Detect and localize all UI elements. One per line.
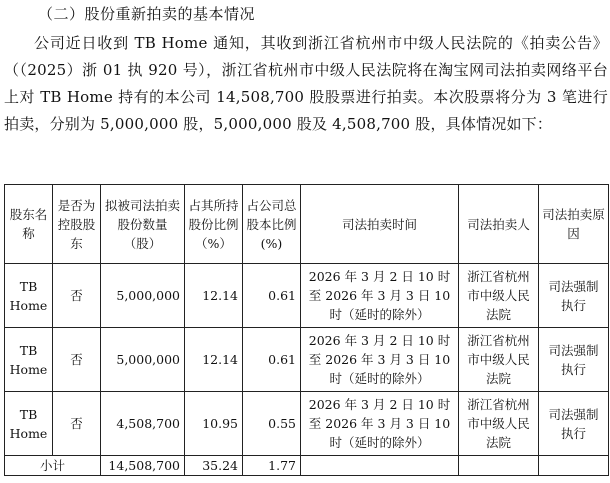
total-shares: 14,508,700 (101, 456, 185, 476)
header-time: 司法拍卖时间 (301, 185, 459, 264)
header-auctioneer: 司法拍卖人 (459, 185, 539, 264)
total-empty-time (301, 456, 459, 476)
cell-holder: TB Home (5, 392, 53, 456)
cell-holder: TB Home (5, 264, 53, 328)
cell-shares: 5,000,000 (101, 328, 185, 392)
intro-paragraph: 公司近日收到 TB Home 通知，其收到浙江省杭州市中级人民法院的《拍卖公告》（（2025）浙 01 执 920 号），浙江省杭州市中级人民法院将在淘宝网司法拍卖网络平台上对 TB Home 持有的本公司 14,508,700 股股票进行拍卖。本次股票将分为 3 笔进行拍卖，分别为 5,000,000 股，5,000,000 股及 4,508,700 股，具体情况如下： (4, 34, 608, 133)
cell-pct-held: 10.95 (185, 392, 243, 456)
cell-pct-held: 12.14 (185, 264, 243, 328)
cell-reason: 司法强制执行 (539, 264, 609, 328)
auction-table (4, 184, 609, 476)
cell-auctioneer: 浙江省杭州市中级人民法院 (459, 264, 539, 328)
cell-reason: 司法强制执行 (539, 392, 609, 456)
cell-pct-held: 12.14 (185, 328, 243, 392)
header-pct-total: 占公司总股本比例(%) (243, 185, 301, 264)
cell-auctioneer: 浙江省杭州市中级人民法院 (459, 392, 539, 456)
total-pct-total: 1.77 (243, 456, 301, 476)
cell-controlling: 否 (53, 264, 101, 328)
header-controlling: 是否为控股股东 (53, 185, 101, 264)
cell-pct-total: 0.61 (243, 264, 301, 328)
cell-pct-total: 0.55 (243, 392, 301, 456)
header-holder: 股东名称 (5, 185, 53, 264)
total-empty-reason (539, 456, 609, 476)
cell-shares: 5,000,000 (101, 264, 185, 328)
cell-time: 2026 年 3 月 2 日 10 时至 2026 年 3 月 3 日 10 时（延时的除外） (301, 264, 459, 328)
cell-time: 2026 年 3 月 2 日 10 时至 2026 年 3 月 3 日 10 时（延时的除外） (301, 392, 459, 456)
table-row (5, 264, 609, 328)
table-row (5, 328, 609, 392)
cell-time: 2026 年 3 月 2 日 10 时至 2026 年 3 月 3 日 10 时（延时的除外） (301, 328, 459, 392)
table-header-row (5, 185, 609, 264)
section-heading: （二）股份重新拍卖的基本情况 (38, 5, 256, 23)
cell-reason: 司法强制执行 (539, 328, 609, 392)
cell-holder: TB Home (5, 328, 53, 392)
cell-pct-total: 0.61 (243, 328, 301, 392)
header-pct-held: 占其所持股份比例（%） (185, 185, 243, 264)
cell-controlling: 否 (53, 328, 101, 392)
table-total-row (5, 456, 609, 476)
table-row (5, 392, 609, 456)
total-label: 小计 (5, 456, 101, 476)
cell-shares: 4,508,700 (101, 392, 185, 456)
total-empty-auctioneer (459, 456, 539, 476)
header-shares: 拟被司法拍卖股份数量（股） (101, 185, 185, 264)
total-pct-held: 35.24 (185, 456, 243, 476)
cell-auctioneer: 浙江省杭州市中级人民法院 (459, 328, 539, 392)
header-reason: 司法拍卖原因 (539, 185, 609, 264)
cell-controlling: 否 (53, 392, 101, 456)
